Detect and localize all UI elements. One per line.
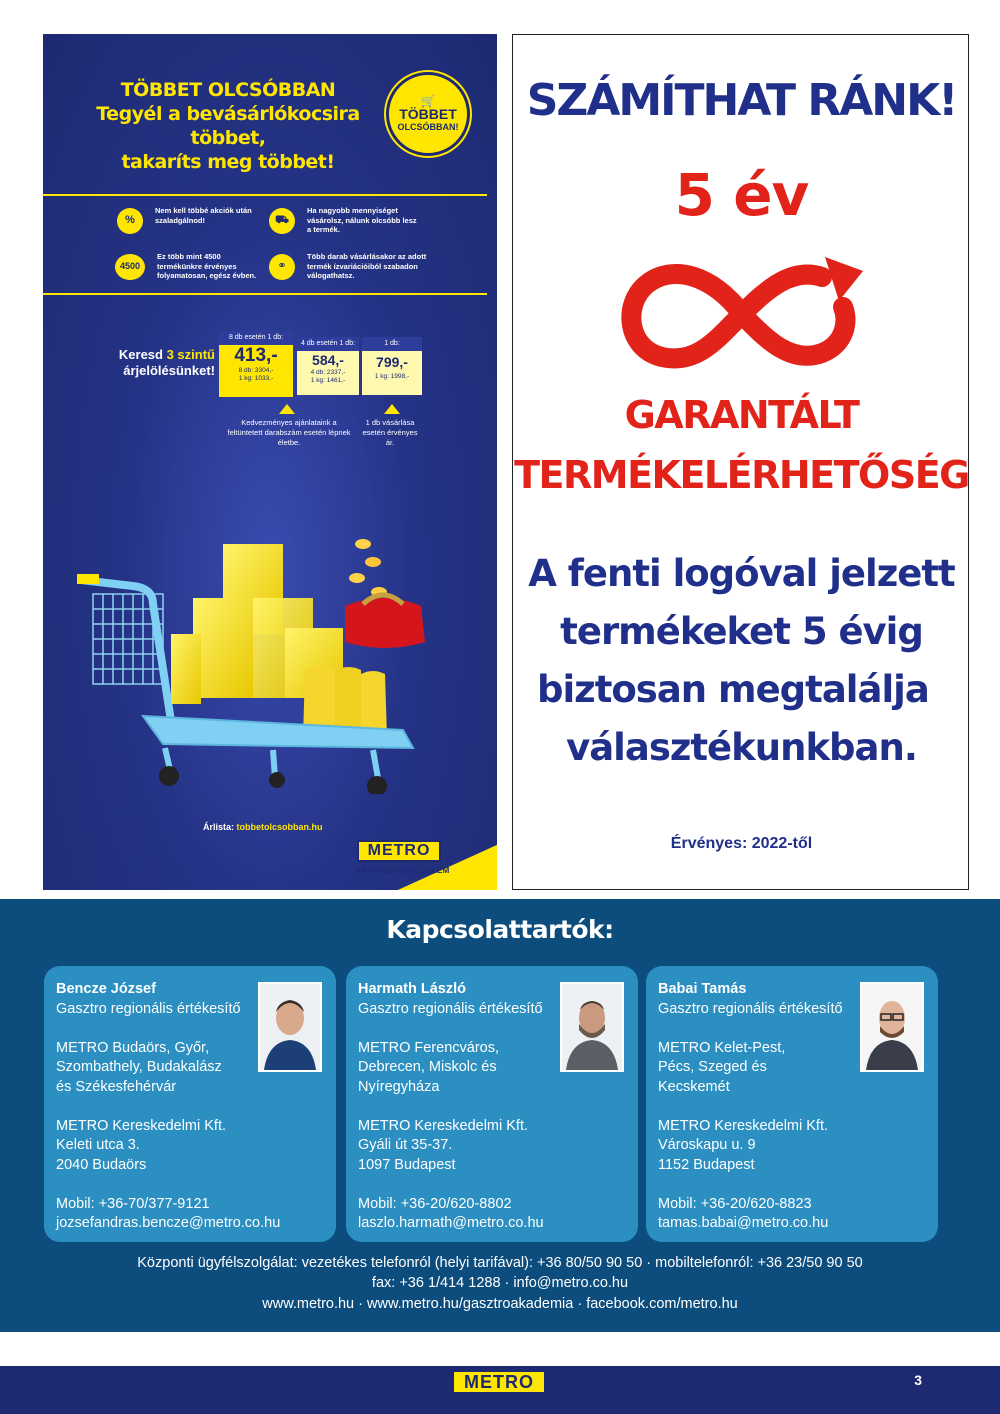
price-tag-sub: 8 db: 3304,- — [238, 367, 274, 374]
page-number: 3 — [914, 1372, 922, 1388]
price-intro-prefix: Keresd — [118, 347, 167, 362]
4500-badge-icon: 4500 — [115, 254, 145, 280]
price-tag-sub: 1 kg: 1998,- — [374, 373, 410, 380]
contact-city: 2040 Budaörs — [56, 1156, 147, 1173]
contact-card — [44, 966, 336, 1242]
price-tag-header: 4 db esetén 1 db: — [297, 337, 359, 351]
contact-area: Pécs, Szeged és — [658, 1059, 767, 1075]
feature-text: Ha nagyobb mennyiséget vásárolsz, nálunk olcsóbb lesz a termék. — [307, 206, 417, 234]
price-list-url[interactable] — [203, 822, 323, 832]
feature-item — [269, 252, 437, 281]
price-tag-header: 1 db: — [362, 337, 422, 351]
feature-item — [117, 206, 265, 234]
cart-icon: ⛟ — [269, 208, 295, 234]
contact-card — [346, 966, 638, 1242]
star-percent-icon: % — [117, 208, 143, 234]
contacts-title: Kapcsolattartók: — [386, 915, 614, 944]
customer-service-line: Központi ügyfélszolgálat: vezetékes telefonról (helyi tarifával): +36 80/50 90 50 · mobiltelefonról: +36 23/50 90 50 — [137, 1255, 863, 1271]
promo-panel — [43, 34, 497, 890]
contact-photo — [860, 982, 924, 1072]
contact-email[interactable]: laszlo.harmath@metro.co.hu — [358, 1215, 544, 1231]
divider — [43, 194, 487, 196]
contact-photo — [258, 982, 322, 1072]
contact-mobile[interactable]: Mobil: +36-20/620-8823 — [658, 1195, 812, 1212]
price-tag — [297, 337, 359, 395]
guarantee-line1: GARANTÁLT — [624, 393, 859, 437]
contact-area: és Székesfehérvár — [56, 1078, 177, 1095]
bottom-bar — [0, 1366, 1000, 1414]
guarantee-title: SZÁMÍTHAT RÁNK! — [526, 75, 957, 126]
guarantee-panel — [512, 34, 969, 890]
shopping-cart-illustration — [73, 494, 433, 794]
pointer-triangle-icon — [384, 404, 400, 414]
variants-icon: ⚭ — [269, 254, 295, 280]
contact-name: Harmath László — [358, 981, 466, 997]
web-links-line[interactable]: www.metro.hu · www.metro.hu/gasztroakademia · facebook.com/metro.hu — [262, 1296, 738, 1312]
contact-name: Babai Tamás — [658, 981, 747, 997]
feature-item — [269, 206, 417, 235]
price-tag-price: 584,- — [312, 352, 344, 368]
contact-city: 1152 Budapest — [658, 1156, 755, 1173]
url-link[interactable]: tobbetolcsobban.hu — [236, 822, 323, 832]
pointer-triangle-icon — [279, 404, 295, 414]
price-tag-sub: 1 kg: 1461,- — [310, 377, 346, 384]
contact-area: Kecskemét — [658, 1078, 730, 1095]
contact-street: Keleti utca 3. — [56, 1137, 140, 1153]
contact-city: 1097 Budapest — [358, 1156, 456, 1173]
price-tag — [362, 337, 422, 395]
contact-email[interactable]: tamas.babai@metro.co.hu — [658, 1215, 829, 1231]
contact-area: Szombathely, Budakalász — [56, 1059, 222, 1075]
contact-street: Gyáli út 35-37. — [358, 1137, 453, 1153]
contact-street: Városkapu u. 9 — [658, 1137, 756, 1153]
contact-area: METRO Kelet-Pest, — [658, 1039, 786, 1056]
promo-title-line2: Tegyél a bevásárlókocsira többet, — [96, 103, 360, 149]
guarantee-desc-line: termékeket 5 évig — [560, 610, 923, 653]
contact-company: METRO Kereskedelmi Kft. — [56, 1117, 227, 1134]
price-tag-header: 8 db esetén 1 db: — [219, 331, 293, 345]
contact-name: Bencze József — [56, 981, 156, 997]
price-intro — [95, 347, 215, 379]
contact-photo — [560, 982, 624, 1072]
contacts-section — [0, 899, 1000, 1332]
price-tag-sub: 4 db: 2337,- — [310, 369, 346, 376]
price-tag — [219, 331, 293, 397]
guarantee-years: 5 év — [674, 161, 809, 229]
contact-email[interactable]: jozsefandras.bencze@metro.co.hu — [56, 1215, 281, 1231]
contact-company: METRO Kereskedelmi Kft. — [358, 1117, 529, 1134]
guarantee-desc-line: A fenti logóval jelzett — [528, 552, 955, 595]
price-tag-price: 413,- — [234, 345, 278, 366]
feature-text: Több darab vásárlásakor az adott termék ízvariációiból szabadon válogathatsz. — [307, 252, 427, 280]
guarantee-desc-line: választékunkban. — [566, 726, 917, 769]
price-tag-price: 799,- — [376, 354, 408, 370]
metro-logo: METRO — [357, 840, 441, 862]
badge-line1: TÖBBET — [399, 106, 457, 122]
feature-text: Ez több mint 4500 termékünkre érvényes folyamatosan, egész évben. — [157, 252, 257, 280]
contact-area: Nyíregyháza — [358, 1078, 440, 1095]
promo-title-line1: TÖBBET OLCSÓBBAN — [120, 79, 336, 101]
url-label: Árlista: — [203, 822, 237, 832]
contact-card — [646, 966, 938, 1242]
contact-mobile[interactable]: Mobil: +36-70/377-9121 — [56, 1195, 210, 1212]
infinity-arrow-icon — [617, 249, 867, 379]
contact-area: METRO Ferencváros, — [358, 1039, 499, 1056]
price-intro-suffix: árjelölésünket! — [123, 363, 215, 378]
price-tag-sub: 1 kg: 1033,- — [238, 375, 274, 382]
tobbet-olcsobban-badge — [386, 72, 470, 156]
feature-item — [115, 252, 267, 281]
contact-company: METRO Kereskedelmi Kft. — [658, 1117, 829, 1134]
feature-text: Nem kell többé akciók után szaladgálnod! — [155, 206, 252, 225]
contact-role: Gasztro regionális értékesítő — [56, 1000, 241, 1017]
promo-title-line3: takaríts meg többet! — [121, 151, 335, 173]
badge-line2: OLCSÓBBAN! — [397, 122, 459, 132]
divider — [43, 293, 487, 295]
fax-email-line[interactable]: fax: +36 1/414 1288 · info@metro.co.hu — [371, 1275, 629, 1291]
promo-title — [63, 78, 393, 174]
contact-role: Gasztro regionális értékesítő — [358, 1000, 543, 1017]
price-intro-highlight: 3 szintű — [166, 347, 215, 362]
contact-area: Debrecen, Miskolc és — [358, 1059, 497, 1075]
guarantee-desc-line: biztosan megtalálja — [537, 668, 929, 711]
metro-logo: METRO — [454, 1372, 544, 1392]
metro-subtitle: NAGYKERESKEDELEM — [355, 866, 450, 875]
guarantee-line2: TERMÉKELÉRHETŐSÉG — [514, 453, 969, 497]
guarantee-description — [513, 545, 970, 777]
contact-area: METRO Budaörs, Győr, — [56, 1039, 210, 1056]
cart-icon: 🛒 — [420, 94, 436, 108]
valid-from: Érvényes: 2022-től — [670, 835, 813, 852]
contact-mobile[interactable]: Mobil: +36-20/620-8802 — [358, 1195, 512, 1212]
note-left: Kedvezményes ajánlataink a feltüntetett darabszám esetén lépnek életbe. — [227, 418, 351, 447]
note-right: 1 db vásárlása esetén érvényes ár. — [362, 418, 418, 447]
contact-role: Gasztro regionális értékesítő — [658, 1000, 843, 1017]
